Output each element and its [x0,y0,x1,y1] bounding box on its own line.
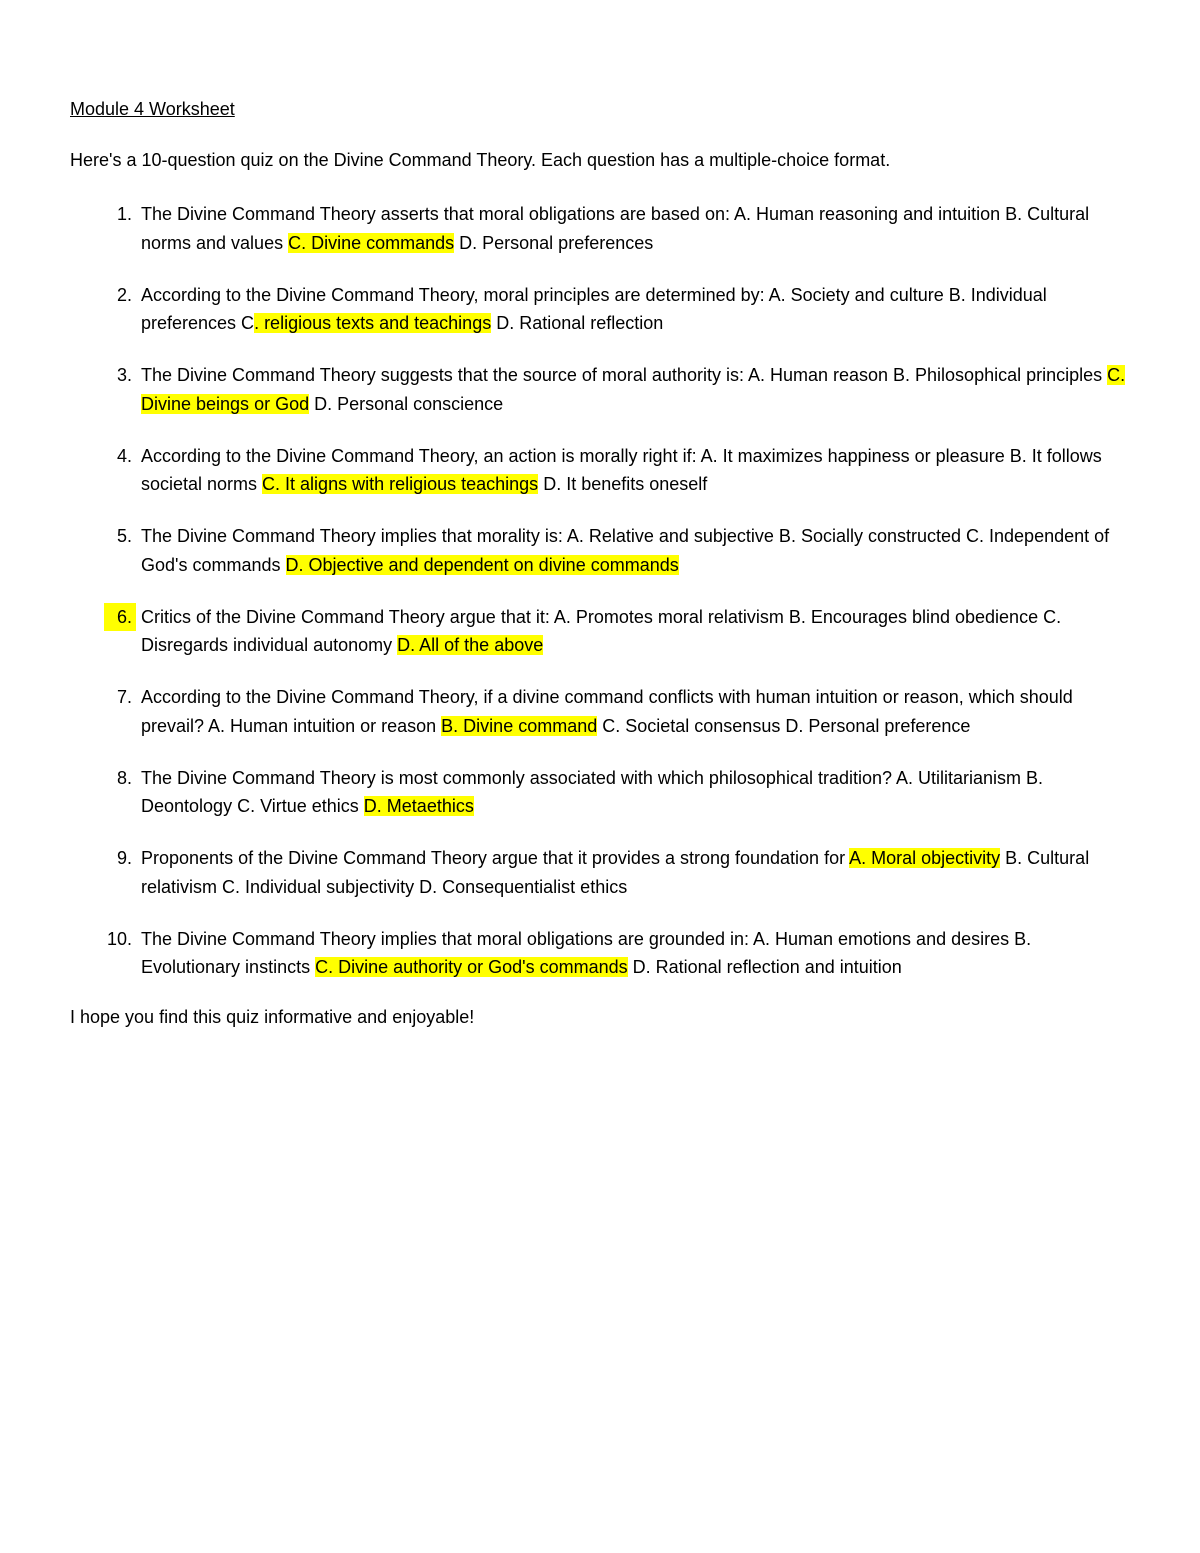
list-item [0,281,1131,338]
question-number: 5. [116,526,132,546]
closing-text: I hope you find this quiz informative and enjoyable! [70,1007,475,1027]
list-item [0,844,1131,901]
question-text: The Divine Command Theory suggests that the source of moral authority is: A. Human reason B. Philosophical principles [141,365,1108,385]
question-number-highlighted: 6. [104,603,136,632]
question-text: According to the Divine Command Theory, moral principles are determined by: A. Society and culture B. Individual preferences C [141,284,1047,333]
highlighted-answer: C. It aligns with religious teachings [262,474,539,494]
question-text-end: B. Cultural relativism C. Individual subjectivity D. Consequentialist ethics [141,848,1090,897]
question-number: 7. [116,687,132,707]
question-text-end: D. Personal conscience [309,393,504,414]
highlighted-answer: . religious texts and teachings [254,313,492,333]
question-text: According to the Divine Command Theory, an action is morally right if: A. It maximizes happiness or pleasure B. It follows societal norms [141,445,1102,494]
highlighted-answer: D. Objective and dependent on divine commands [285,554,679,575]
question-text-end: D. Rational reflection [491,313,664,333]
highlighted-answer: D. All of the above [397,635,544,655]
list-item [0,200,1131,257]
highlighted-answer: C. Divine authority or God's commands [315,957,628,977]
question-number: 1. [116,204,132,224]
question-text: The Divine Command Theory is most commonly associated with which philosophical tradition? A. Utilitarianism B. Deontology C. Virtue ethics [141,767,1044,816]
list-item [0,603,1131,660]
highlighted-answer: C. Divine beings or God [141,365,1126,414]
list-item [0,683,1131,740]
highlighted-answer: A. Moral objectivity [849,848,1001,868]
question-number: 8. [116,767,132,788]
highlighted-answer: C. Divine commands [288,232,455,253]
question-text: Critics of the Divine Command Theory argue that it: A. Promotes moral relativism B. Encourages blind obedience C. Disregards individual autonomy [141,606,1062,655]
question-text: The Divine Command Theory implies that moral obligations are grounded in: A. Human emotions and desires B. Evolutionary instincts [141,928,1032,977]
question-text-end: D. Rational reflection and intuition [627,957,902,977]
list-item [0,925,1131,982]
intro-text: Here's a 10-question quiz on the Divine Command Theory. Each question has a multiple-choice format. [70,150,891,170]
question-text: According to the Divine Command Theory, if a divine command conflicts with human intuition or reason, which should prevail? A. Human intuition or reason [141,687,1073,736]
question-text: The Divine Command Theory asserts that moral obligations are based on: A. Human reasoning and intuition B. Cultural norms and values [141,204,1090,253]
list-item [0,764,1131,821]
question-text: Proponents of the Divine Command Theory argue that it provides a strong foundation for [141,848,850,868]
highlighted-answer: B. Divine command [441,715,598,736]
highlighted-answer: D. Metaethics [363,796,474,816]
question-text-end: D. It benefits oneself [538,474,708,494]
question-text-end: D. Personal preferences [454,232,654,253]
question-text-end: C. Societal consensus D. Personal preference [597,715,971,736]
question-number: 9. [116,848,132,868]
quiz-list [0,200,1200,1005]
list-item [0,442,1131,499]
question-text: The Divine Command Theory implies that morality is: A. Relative and subjective B. Socially constructed C. Independent of God's commands [141,526,1110,575]
question-number: 4. [116,445,132,466]
question-number: 2. [116,284,132,305]
question-number: 3. [116,365,132,385]
question-number: 10. [106,928,132,949]
list-item [0,522,1131,579]
list-item [0,361,1131,418]
page-title: Module 4 Worksheet [70,99,235,119]
